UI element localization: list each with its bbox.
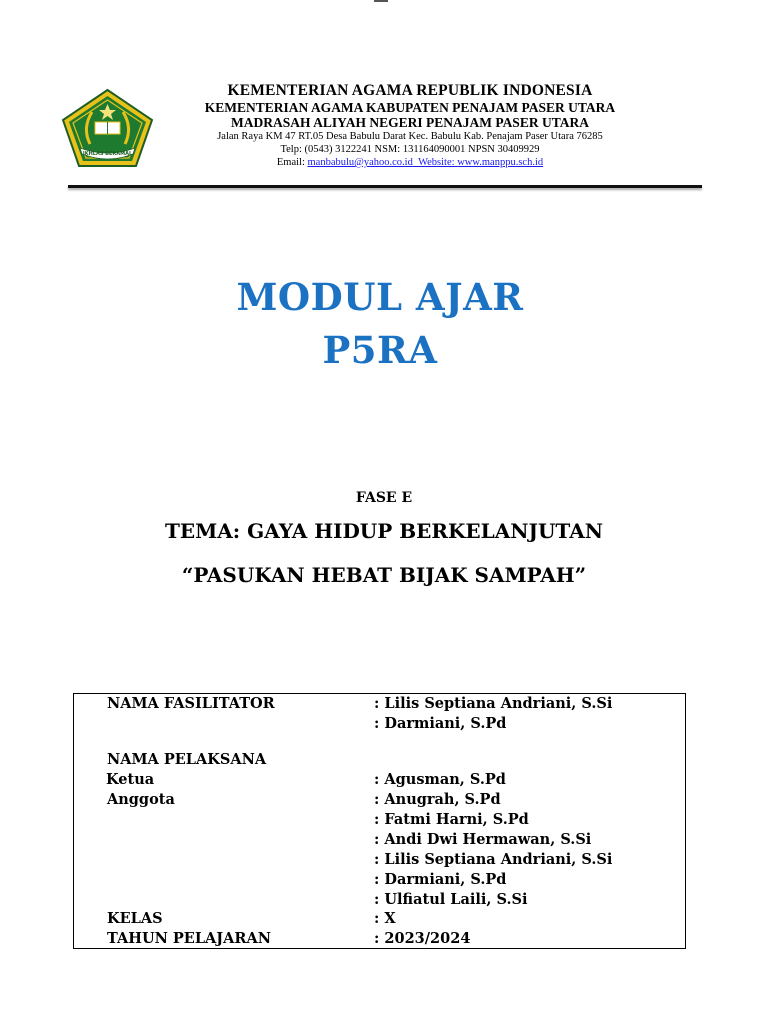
info-row [74,890,685,910]
info-row [74,830,685,850]
member-value: : Anugrah, S.Pd [374,791,501,808]
email-link[interactable]: manbabulu@yahoo.co.id Website: www.manppu.sch.id [307,157,544,168]
leader-label: Ketua [106,771,155,788]
page-top-mark [374,0,388,2]
academic-year-label: TAHUN PELAJARAN [107,930,271,947]
theme-title: TEMA: GAYA HIDUP BERKELANJUTAN [165,519,603,543]
phase-label: FASE E [355,490,413,506]
email-label: Email: [276,157,305,168]
class-value: : X [374,910,396,927]
member-value: : Ulfiatul Laili, S.Si [374,891,528,908]
letterhead [160,82,660,169]
info-row [74,694,685,714]
member-value: : Andi Dwi Hermawan, S.Si [374,831,592,848]
school-phone: Telp: (0543) 3122241 NSM: 131164090001 NPSN 30409929 [280,144,540,155]
website-label: Website: [418,157,455,168]
info-row [74,929,685,949]
class-label: KELAS [107,910,163,927]
member-value: : Darmiani, S.Pd [374,871,507,888]
info-row [74,870,685,890]
info-row [74,909,685,929]
leader-value: : Agusman, S.Pd [374,771,506,788]
facilitator-value: : Lilis Septiana Andriani, S.Si [374,695,613,712]
contact-line [160,156,660,169]
info-row [74,750,685,770]
ministry-name: KEMENTERIAN AGAMA REPUBLIK INDONESIA [227,82,593,99]
academic-year-value: : 2023/2024 [374,930,471,947]
implementer-label: NAMA PELAKSANA [107,751,267,768]
project-title: “PASUKAN HEBAT BIJAK SAMPAH” [181,563,587,587]
member-label: Anggota [107,791,175,808]
kemenag-logo [60,88,155,168]
school-name: MADRASAH ALIYAH NEGERI PENAJAM PASER UTARA [231,115,589,130]
website-link: www.manppu.sch.id [457,157,544,168]
module-title: MODUL AJAR [236,275,524,319]
info-row [74,714,685,734]
regency-office-name: KEMENTERIAN AGAMA KABUPATEN PENAJAM PASER UTARA [204,100,616,115]
member-value: : Lilis Septiana Andriani, S.Si [374,851,613,868]
info-row [74,770,685,790]
letterhead-divider [68,185,702,188]
info-box [73,693,686,949]
info-row [74,850,685,870]
info-row [74,810,685,830]
member-value: : Fatmi Harni, S.Pd [374,811,529,828]
school-address: Jalan Raya KM 47 RT.05 Desa Babulu Darat Kec. Babulu Kab. Penajam Paser Utara 76285 [217,131,603,142]
module-subtitle: P5RA [322,328,438,372]
facilitator-label: NAMA FASILITATOR [107,695,275,712]
facilitator-value: : Darmiani, S.Pd [374,715,507,732]
info-row [74,790,685,810]
logo-motto: IKHLAS BERAMAL [82,151,133,157]
